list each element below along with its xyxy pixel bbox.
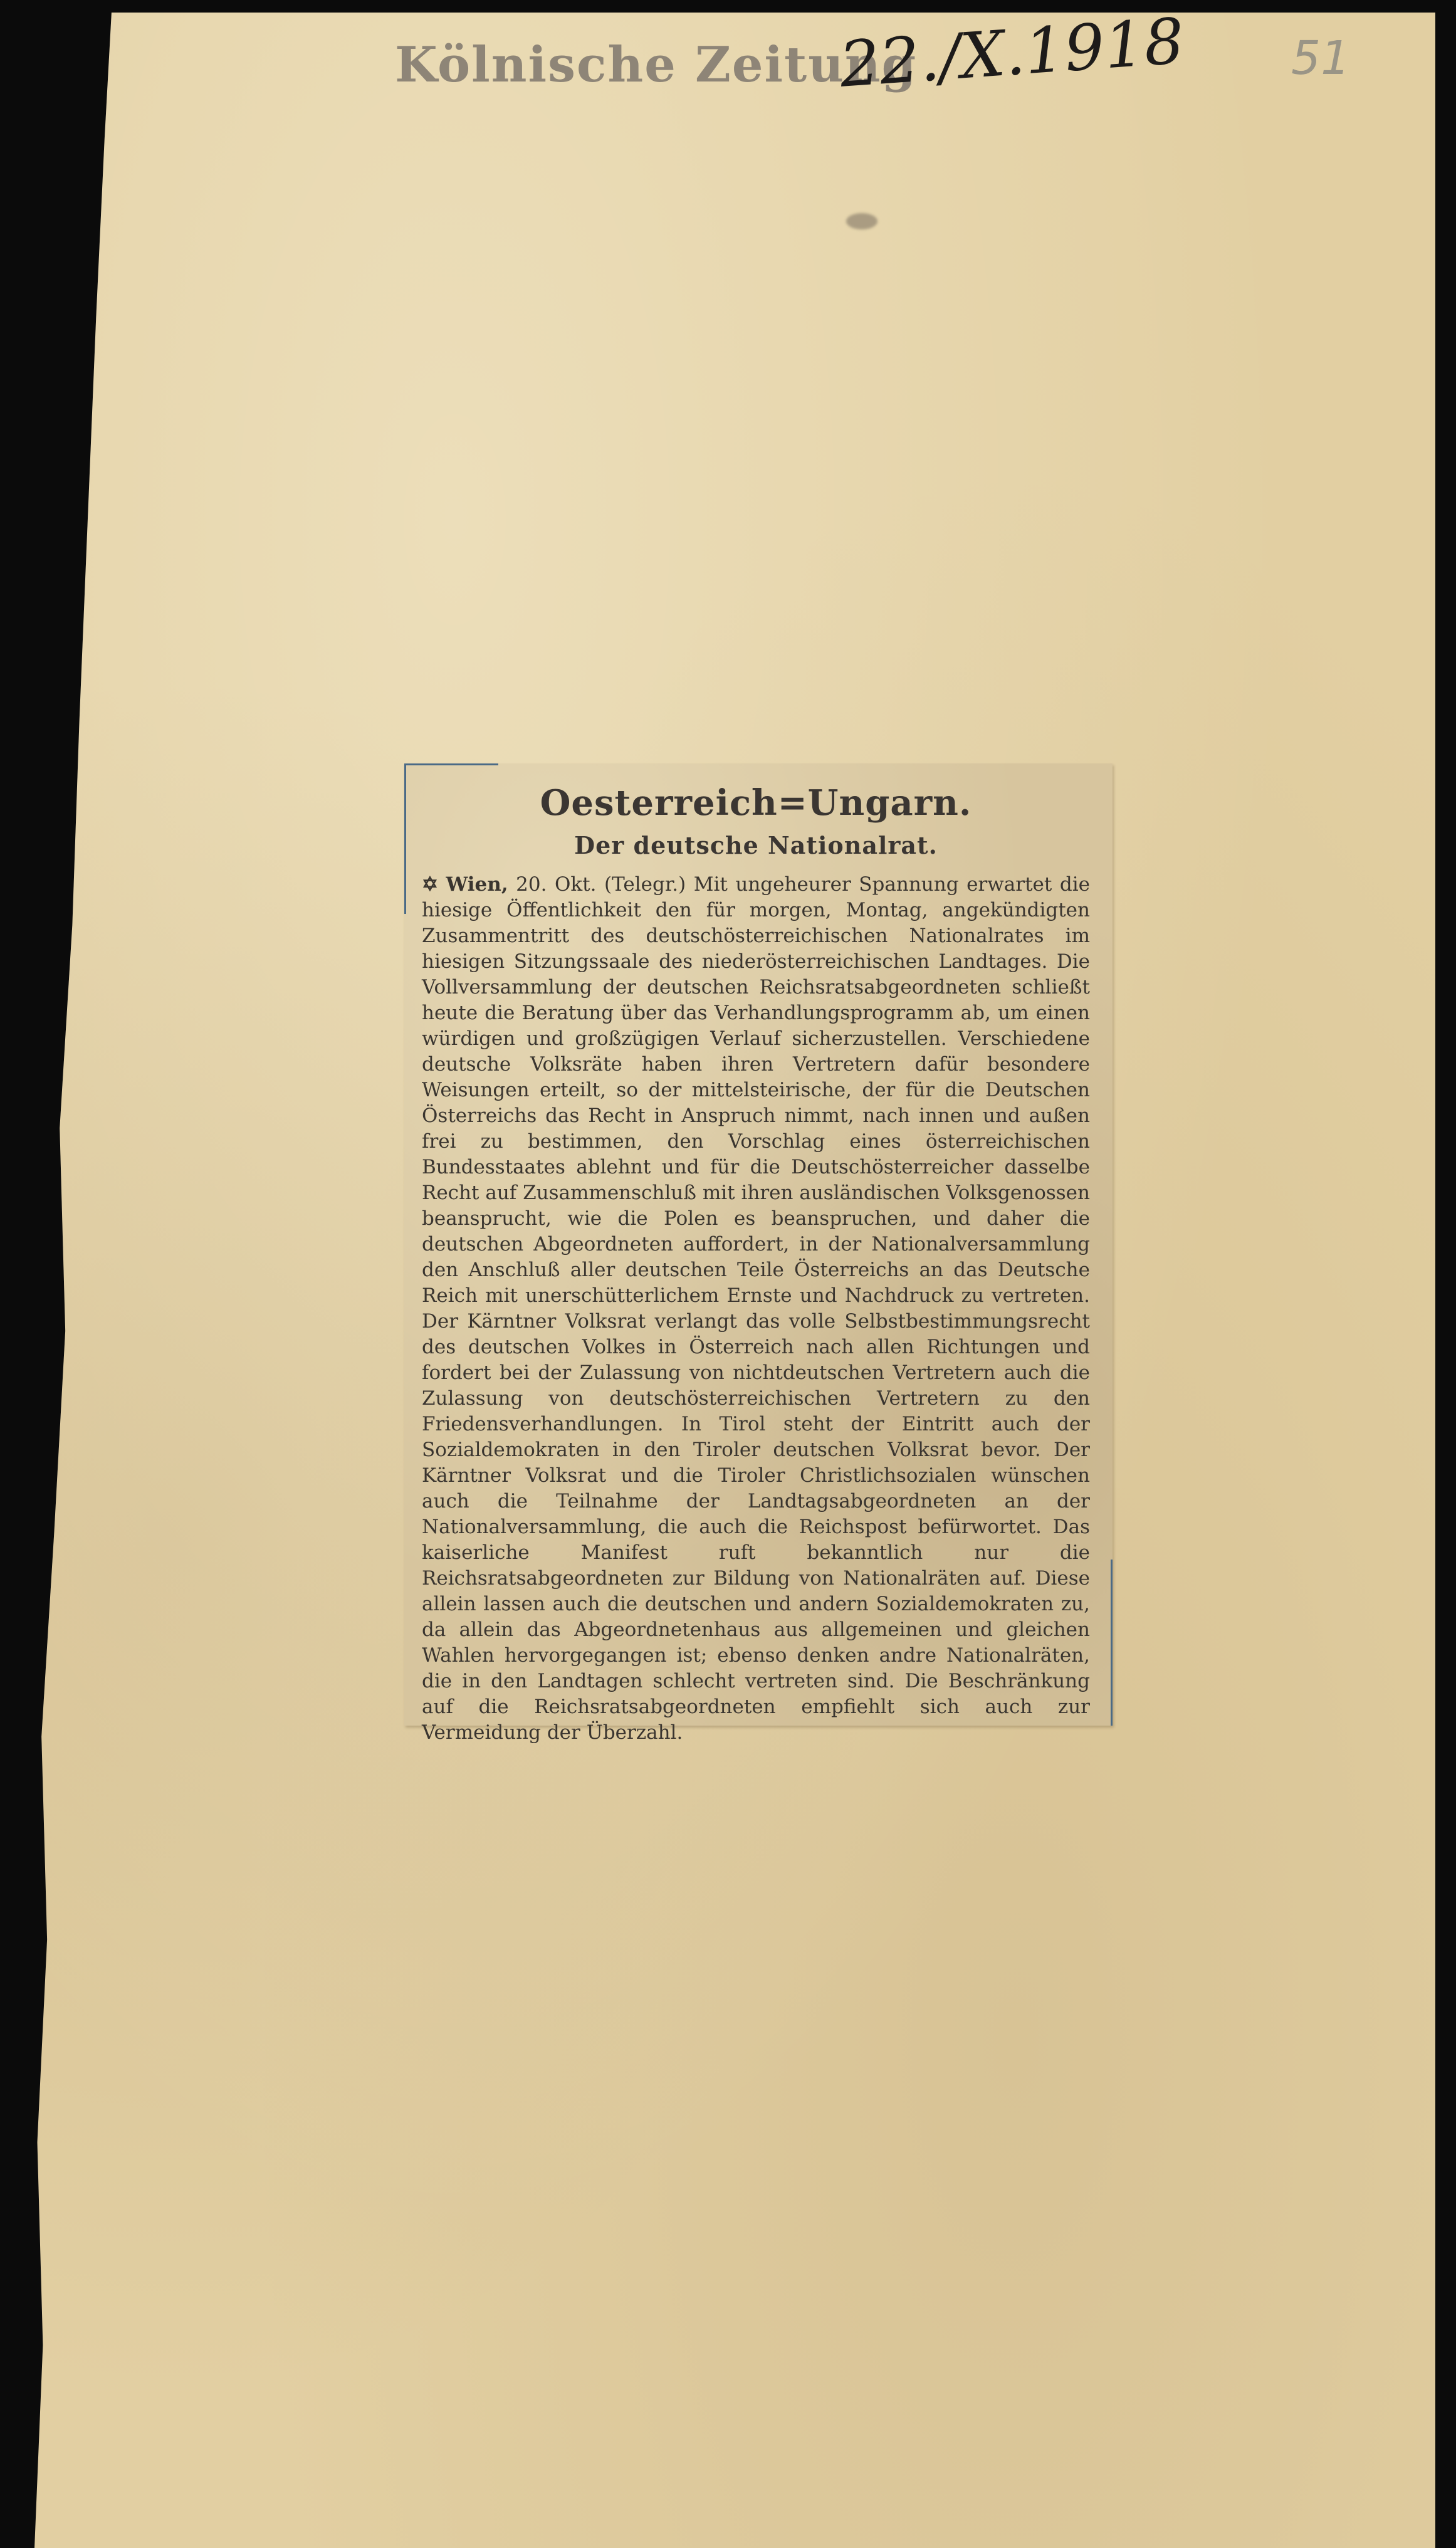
article-text: Mit ungeheurer Spannung erwartet die hiesige Öffentlichkeit den für morgen, Montag, angekündigten Zusammentritt des deutschösterreichischen Nationalrates im hiesigen Sitzungssaale des niederösterreichischen Landtages. Die Vollversammlung der deutschen Reichsratsabgeordneten schließt heute die Beratung über das Verhandlungsprogramm ab, um einen würdigen und großzügigen Verlauf sicherzustellen. Verschiedene deutsche Volksräte haben ihren Vertretern dafür besondere Weisungen erteilt, so der mittelsteirische, der für die Deutschen Österreichs das Recht in Anspruch nimmt, nach innen und außen frei zu bestimmen, den Vorschlag eines österreichischen Bundesstaates ablehnt und für die Deutschösterreicher dasselbe Recht auf Zusammenschluß mit ihren ausländischen Volksgenossen beansprucht, wie die Polen es beanspruchen, und daher die deutschen Abgeordneten auffordert, in der Nationalversammlung den Anschluß aller deutschen Teile Österreichs an das Deutsche Reich mit unerschütterlichem Ernste und Nachdruck zu vertreten. Der Kärntner Volksrat verlangt das volle Selbstbestimmungsrecht des deutschen Volkes in Österreich nach allen Richtungen und fordert bei der Zulassung von nichtdeutschen Vertretern auch die Zulassung von deutschösterreichischen Vertretern zu den Friedensverhandlungen. In Tirol steht der Eintritt auch der Sozialdemokraten in den Tiroler deutschen Volksrat bevor. Der Kärntner Volksrat und die Tiroler Christlichsozialen wünschen auch die Teilnahme der Landtagsabgeordneten an der Nationalversammlung, die auch die Reichspost befürwortet. Das kaiserliche Manifest ruft bekanntlich nur die Reichsratsabgeordneten zur Bildung von Nationalräten auf. Diese allein lassen auch die deutschen und andern Sozialdemokraten zu, da allein das Abgeordnetenhaus aus allgemeinen und gleichen Wahlen hervorgegangen ist; ebenso denken andre Nationalräten, die in den Landtagen schlecht vertreten sind. Die Beschränkung auf die Reichsratsabgeordneten empfiehlt sich auch zur Vermeidung der Überzahl. bbox=[422, 873, 1090, 1744]
newspaper-masthead-stamp: Kölnische Zeitung bbox=[395, 36, 918, 93]
dateline-place: Wien, bbox=[446, 873, 508, 896]
paper-stain bbox=[846, 213, 877, 229]
page-number: 51 bbox=[1291, 31, 1351, 85]
dateline-date: 20. Okt. (Telegr.) bbox=[516, 873, 686, 896]
article-subtitle: Der deutsche Nationalrat. bbox=[574, 831, 938, 859]
newspaper-clipping bbox=[404, 763, 1113, 1744]
clipping-border-mark bbox=[1111, 1560, 1113, 1726]
clipping-border-mark bbox=[404, 763, 498, 765]
star-of-david-icon: ✡ bbox=[422, 873, 438, 896]
article-body bbox=[422, 872, 1090, 1746]
clipping-border-mark bbox=[404, 763, 406, 914]
handwritten-date: 22./X.1918 bbox=[837, 4, 1186, 102]
article-title: Oesterreich=Ungarn. bbox=[540, 782, 972, 824]
